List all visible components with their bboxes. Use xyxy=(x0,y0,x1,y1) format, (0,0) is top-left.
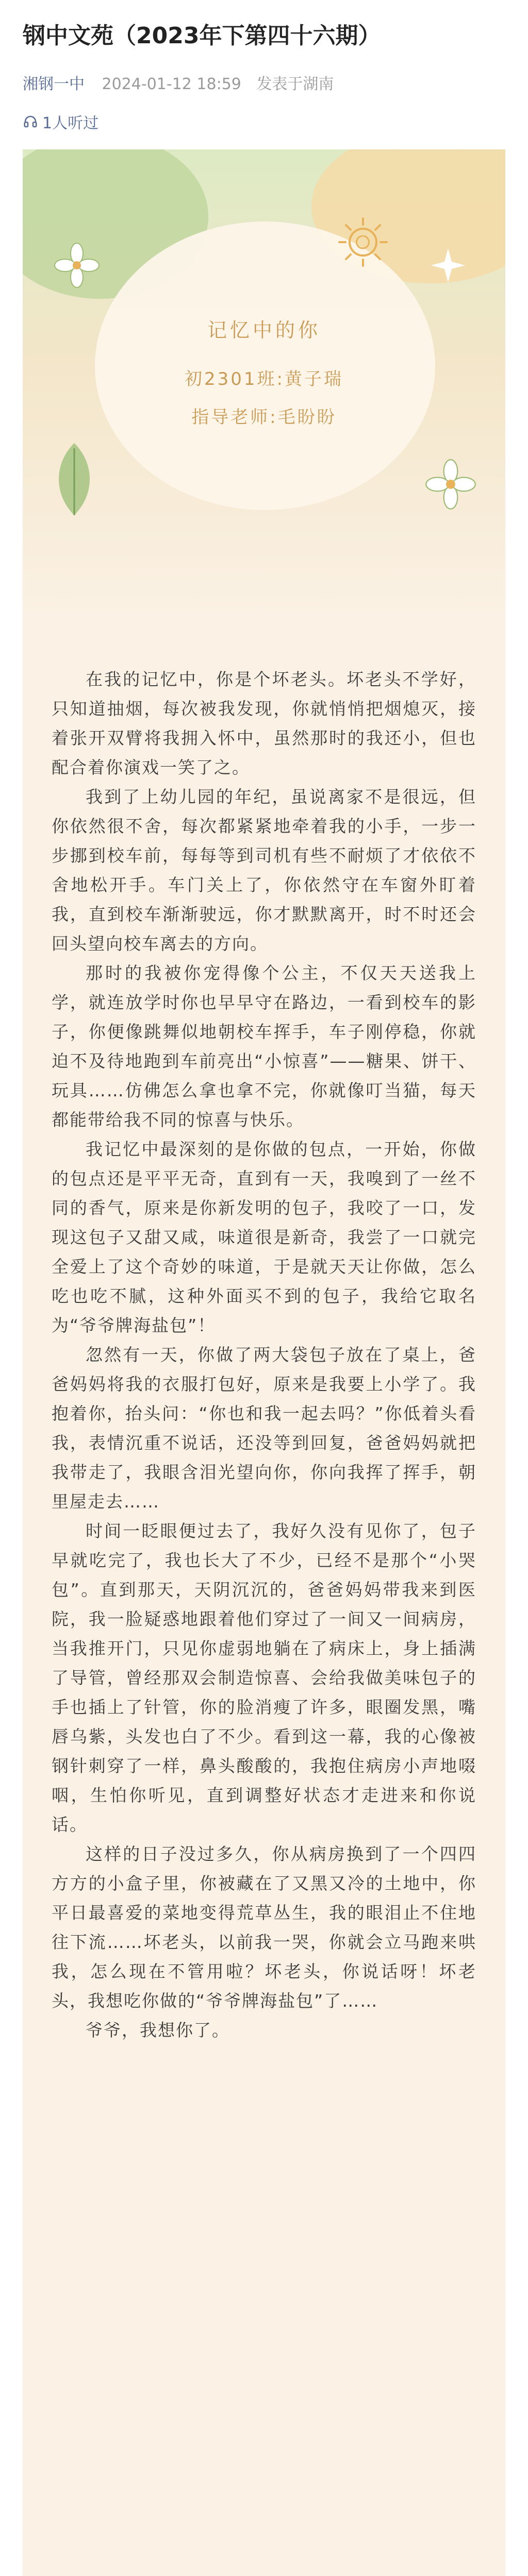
sparkle-icon xyxy=(430,247,466,283)
account-link[interactable]: 湘钢一中 xyxy=(23,75,85,93)
paragraph: 这样的日子没过多久，你从病房换到了一个四四方方的小盒子里，你被藏在了又黑又冷的土地中，你平日最喜爱的菜地变得荒草丛生，我的眼泪止不住地往下流……坏老头，以前我一哭，你就会立马跑来哄我，怎么现在不管用啦？坏老头，你说话呀！坏老头，我想吃你做的“爷爷牌海盐包”了…… xyxy=(52,1844,476,2011)
header-banner xyxy=(23,149,505,613)
paragraph: 爷爷，我想你了。 xyxy=(86,2020,230,2040)
leaf-icon xyxy=(43,438,105,520)
listen-count: 1人听过 xyxy=(42,114,99,132)
poem-author: 初2301班:黄子瑞 xyxy=(185,369,343,389)
paragraph: 我到了上幼儿园的年纪，虽说离家不是很远，但你依然很不舍，每次都紧紧地牵着我的小手，一步一步挪到校车前，每每等到司机有些不耐烦了才依依不舍地松开手。车门关上了，你依然守在车窗外盯着我，直到校车渐渐驶远，你才默默离开，时不时还会回头望向校车离去的方向。 xyxy=(52,787,476,954)
article-card xyxy=(23,149,505,2576)
headphones-icon xyxy=(23,114,38,129)
paragraph: 我记忆中最深刻的是你做的包点，一开始，你做的包点还是平平无奇，直到有一天，我嗅到了一丝不同的香气，原来是你新发明的包子，我咬了一口，发现这包子又甜又咸，味道很是新奇，我尝了一口就完全爱上了这个奇妙的味道，于是就天天让你做，怎么吃也吃不腻，这种外面买不到的包子，我给它取名为“爷爷牌海盐包”！ xyxy=(52,1139,476,1335)
article-body xyxy=(52,665,476,2045)
paragraph: 那时的我被你宠得像个公主，不仅天天送我上学，就连放学时你也早早守在路边，一看到校车的影子，你便像跳舞似地朝校车挥手，车子刚停稳，你就迫不及待地跑到车前亮出“小惊喜”——糖果、饼干、玩具……仿佛怎么拿也拿不完，你就像叮当猫，每天都能带给我不同的惊喜与快乐。 xyxy=(52,963,476,1130)
flower-icon xyxy=(425,459,476,510)
flower-icon xyxy=(54,242,100,289)
publish-date: 2024-01-12 18:59 xyxy=(102,75,241,93)
sun-icon xyxy=(332,211,394,273)
article-title: 钢中文苑（2023年下第四十六期） xyxy=(23,23,381,49)
paragraph: 在我的记忆中，你是个坏老头。坏老头不学好，只知道抽烟，每次被我发现，你就悄悄把烟熄灭，接着张开双臂将我拥入怀中，虽然那时的我还小，但也配合着你演戏一笑了之。 xyxy=(52,669,476,777)
publish-location: 发表于湖南 xyxy=(256,75,334,93)
paragraph: 忽然有一天，你做了两大袋包子放在了桌上，爸爸妈妈将我的衣服打包好，原来是我要上小学了。我抱着你，抬头问：“你也和我一起去吗？”你低着头看我，表情沉重不说话，还没等到回复，爸爸妈妈就把我带走了，我眼含泪光望向你，你向我挥了挥手，朝里屋走去…… xyxy=(52,1345,476,1512)
poem-title: 记忆中的你 xyxy=(207,319,321,342)
article-meta xyxy=(23,71,344,94)
listen-button[interactable] xyxy=(23,110,98,133)
poem-teacher: 指导老师:毛盼盼 xyxy=(191,407,337,428)
paragraph: 时间一眨眼便过去了，我好久没有见你了，包子早就吃完了，我也长大了不少，已经不是那个“小哭包”。直到那天，天阴沉沉的，爸爸妈妈带我来到医院，我一脸疑惑地跟着他们穿过了一间又一间病房，当我推开门，只见你虚弱地躺在了病床上，身上插满了导管，曾经那双会制造惊喜、会给我做美味包子的手也插上了针管，你的脸消瘦了许多，眼圈发黑，嘴唇乌紫，头发也白了不少。看到这一幕，我的心像被钢针刺穿了一样，鼻头酸酸的，我抱住病房小声地啜咽，生怕你听见，直到调整好状态才走进来和你说话。 xyxy=(52,1521,476,1835)
